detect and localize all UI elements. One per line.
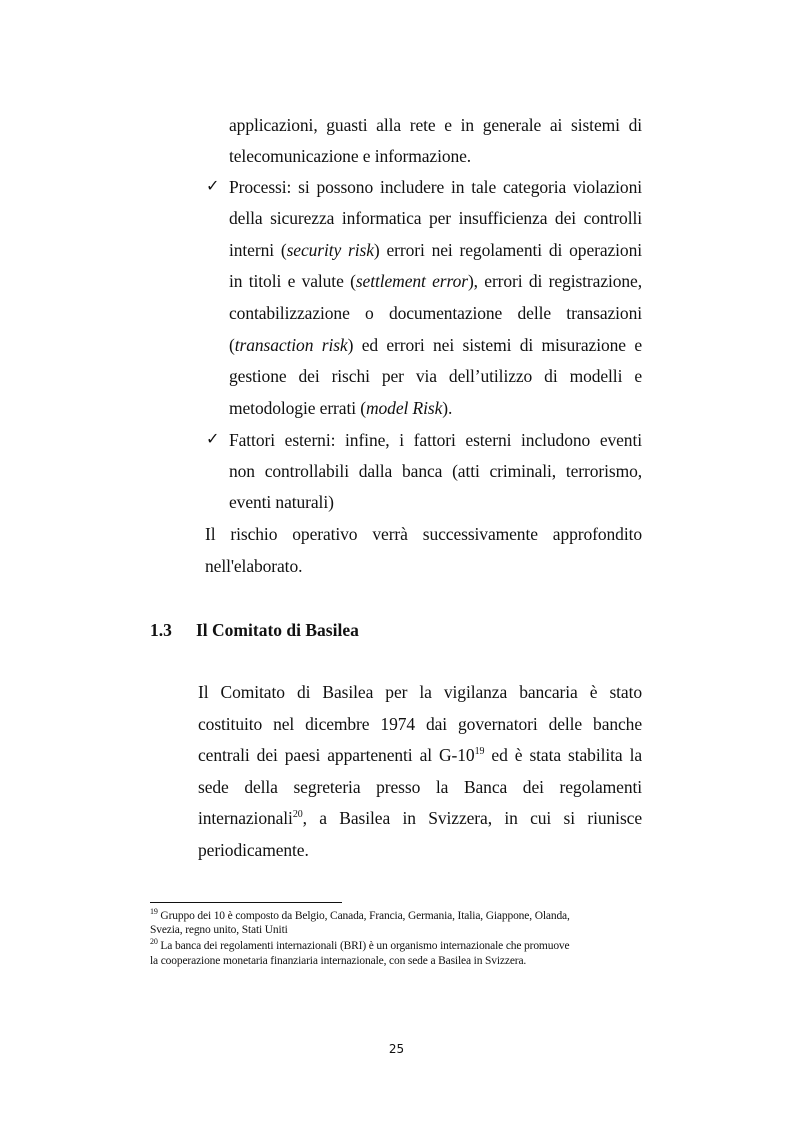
section-title: Il Comitato di Basilea (196, 620, 359, 640)
closing-paragraph-line: Il rischio operativo verrà successivamente approfondito (205, 524, 642, 544)
footnote-19-continuation: Svezia, regno unito, Stati Uniti (150, 924, 288, 936)
closing-paragraph-line: nell'elaborato. (205, 556, 303, 576)
body-paragraph-line: internazionali$^{20}$, a Basilea in Svizzera, in cui si riunisce (198, 808, 642, 828)
page-number: 25 (388, 1042, 405, 1056)
checkmark-icon: ✓ (206, 431, 220, 448)
footnote-ref-20[interactable]: 20 (292, 809, 303, 821)
footnote-20-continuation: la cooperazione monetaria finanziaria internazionale, con sede a Basilea in Svizzera. (150, 955, 527, 967)
body-paragraph-line: costituito nel dicembre 1974 dai governatori delle banche (198, 714, 642, 734)
bullet-processi-line: metodologie errati (model Risk). (229, 398, 453, 418)
body-paragraph-line: periodicamente. (198, 840, 309, 860)
bullet-continuation-line: telecomunicazione e informazione. (229, 146, 472, 166)
bullet-fattori-line: non controllabili dalla banca (atti criminali, terrorismo, (229, 461, 642, 481)
footnote-20: $^{20}$ La banca dei regolamenti internazionali (BRI) è un organismo internazionale che promuove (150, 937, 570, 952)
bullet-processi-line: in titoli e valute (settlement error), errori di registrazione, (229, 271, 643, 291)
checkmark-icon: ✓ (206, 178, 220, 195)
footnote-19: $^{19}$ Gruppo dei 10 è composto da Belgio, Canada, Francia, Germania, Italia, Giappone, Olanda, (150, 907, 570, 922)
bullet-processi-line: (transaction risk) ed errori nei sistemi di misurazione e (229, 335, 642, 355)
footnote-separator (150, 902, 342, 903)
bullet-fattori-line: Fattori esterni: infine, i fattori esterni includono eventi (229, 430, 642, 450)
bullet-processi-line: interni (security risk) errori nei regolamenti di operazioni (229, 240, 642, 260)
body-paragraph-line: Il Comitato di Basilea per la vigilanza bancaria è stato (198, 682, 642, 702)
body-paragraph-line: centrali dei paesi appartenenti al $G-10^{19}$ ed è stata stabilita la (198, 745, 642, 765)
body-paragraph-line: sede della segreteria presso la Banca dei regolamenti (198, 777, 642, 797)
bullet-fattori-line: eventi naturali) (229, 492, 334, 512)
footnote-ref-19[interactable]: 19 (474, 746, 485, 758)
section-number: 1.3 (150, 620, 172, 640)
bullet-processi-line: della sicurezza informatica per insufficienza dei controlli (229, 208, 642, 228)
bullet-continuation-line: applicazioni, guasti alla rete e in generale ai sistemi di (229, 115, 642, 135)
bullet-processi-line: gestione dei rischi per via dell’utilizzo di modelli e (229, 366, 642, 386)
bullet-processi-line: contabilizzazione o documentazione delle transazioni (229, 303, 642, 323)
bullet-processi-line: Processi: si possono includere in tale categoria violazioni (229, 177, 642, 197)
